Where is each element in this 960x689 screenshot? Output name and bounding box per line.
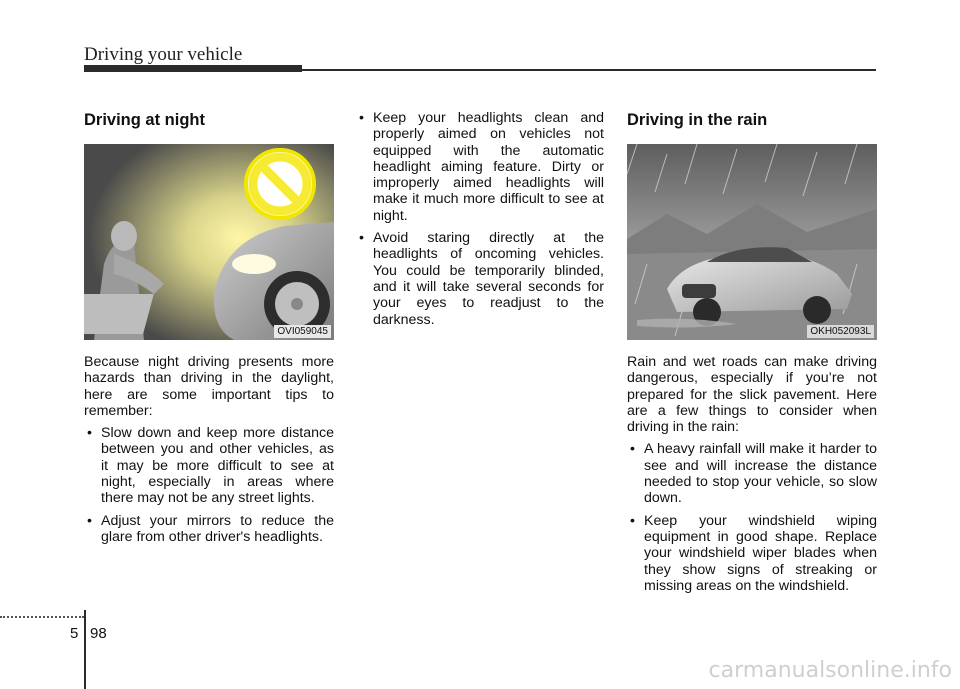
headlight-glare-illustration: [84, 144, 334, 340]
figure-code: OKH052093L: [807, 325, 874, 338]
list-item: • Slow down and keep more distance between you and other vehicles, as it may be more difficult to see at night, especially in areas where there may not be any street lights.: [84, 425, 334, 506]
list-item: • Adjust your mirrors to reduce the glare from other driver's headlights.: [84, 513, 334, 546]
car-in-rain-illustration: [627, 144, 877, 340]
rain-heading: Driving in the rain: [627, 111, 768, 129]
night-driving-illustration: [84, 144, 334, 340]
header-rule-thin: [302, 69, 876, 71]
column-night-continued: [356, 110, 604, 334]
column-night: [84, 110, 334, 551]
night-intro-paragraph: Because night driving presents more hazards than driving in the daylight, here are some important tips to remember:: [84, 354, 334, 419]
night-heading: Driving at night: [84, 111, 205, 129]
section-title: Driving your vehicle: [84, 44, 243, 65]
watermark: carmanualsonline.info: [708, 658, 952, 683]
header-rule-thick: [84, 65, 302, 72]
night-tips-list-continued: [356, 110, 604, 328]
footer-divider: [84, 610, 86, 689]
night-tips-list: [84, 425, 334, 545]
list-item: • Avoid staring directly at the headlights of oncoming vehicles. You could be temporarily blinded, and it will take several seconds for your eyes to readjust to the darkness.: [356, 230, 604, 328]
page-number: 98: [90, 625, 107, 642]
rain-driving-illustration: [627, 144, 877, 340]
figure-code: OVI059045: [274, 325, 331, 338]
rain-tips-list: [627, 441, 877, 594]
list-item: • A heavy rainfall will make it harder to see and will increase the distance needed to stop your vehicle, so slow down.: [627, 441, 877, 506]
chapter-number: 5: [70, 625, 79, 642]
column-rain: [627, 110, 877, 600]
list-item: • Keep your windshield wiping equipment in good shape. Replace your windshield wiper blades when they show signs of streaking or missing areas on the windshield.: [627, 513, 877, 594]
rain-intro-paragraph: Rain and wet roads can make driving dangerous, especially if you’re not prepared for the slick pavement. Here are a few things to consider when driving in the rain:: [627, 354, 877, 436]
footer-dotted-rule: [0, 616, 84, 620]
list-item: • Keep your headlights clean and properly aimed on vehicles not equipped with the automatic headlight aiming feature. Dirty or improperly aimed headlights will make it much more difficult to see at night.: [356, 110, 604, 224]
